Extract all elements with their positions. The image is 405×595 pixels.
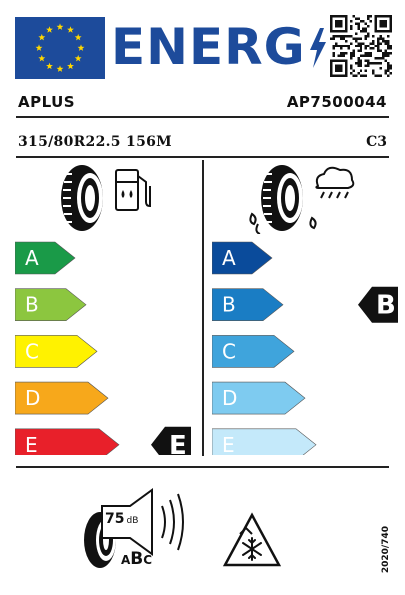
eu-star-icon (75, 55, 82, 62)
divider (16, 116, 389, 118)
rain-cloud-icon (316, 168, 353, 198)
column-divider (202, 160, 204, 456)
eu-star-icon (75, 34, 82, 41)
wet-grip-class-label: D (222, 386, 238, 411)
wet-grip-class-label: C (222, 339, 236, 364)
tyre-icon (61, 165, 103, 231)
noise-value: 75 dB (105, 511, 139, 527)
fuel-efficiency-scale (15, 240, 202, 455)
wet-grip-selected-class: B (376, 290, 396, 321)
energy-word: ENERG (111, 18, 306, 76)
model-identifier: AP7500044 (286, 93, 387, 111)
fuel-selected-class: E (169, 430, 187, 455)
tyre-size: 315/80R22.5 156M (18, 134, 172, 150)
eu-star-icon (46, 26, 53, 33)
lightning-bolt-icon (308, 28, 328, 68)
fuel-class-label: B (25, 292, 39, 317)
snowflake-icon (243, 538, 261, 560)
eu-star-icon (38, 34, 45, 41)
wet-grip-scale (212, 240, 402, 455)
tyre-icon (261, 165, 303, 231)
divider (16, 156, 389, 158)
fuel-class-label: C (25, 339, 39, 364)
eu-star-icon (57, 23, 64, 30)
fuel-pump-icon (116, 170, 150, 210)
qr-code[interactable] (330, 15, 392, 77)
energy-title (111, 14, 328, 80)
supplier-name: APLUS (18, 93, 76, 111)
fuel-class-bar-a (15, 242, 75, 274)
divider (16, 466, 389, 468)
eu-star-icon (57, 65, 64, 72)
tyre-class: C3 (366, 134, 387, 150)
regulation-number: 2020/740 (381, 526, 391, 574)
eu-star-icon (78, 44, 85, 51)
fuel-class-label: E (25, 432, 38, 455)
fuel-class-label: A (25, 246, 39, 270)
wet-grip-class-label: B (222, 292, 236, 317)
eu-star-icon (46, 63, 53, 70)
eu-flag-logo (15, 17, 105, 79)
eu-star-icon (67, 26, 74, 33)
fuel-efficiency-icon (58, 162, 158, 238)
noise-class-indicator: ABC (121, 549, 153, 569)
fuel-class-label: D (25, 386, 41, 411)
eu-star-icon (67, 63, 74, 70)
wet-grip-class-label: E (222, 432, 235, 455)
wet-grip-class-label: A (222, 246, 236, 270)
wet-grip-icon (248, 162, 358, 238)
noise-unit: dB (126, 516, 139, 526)
snow-grip-icon (222, 512, 282, 572)
eu-star-icon (36, 44, 43, 51)
eu-star-icon (38, 55, 45, 62)
wet-grip-class-bar-a (212, 242, 272, 274)
